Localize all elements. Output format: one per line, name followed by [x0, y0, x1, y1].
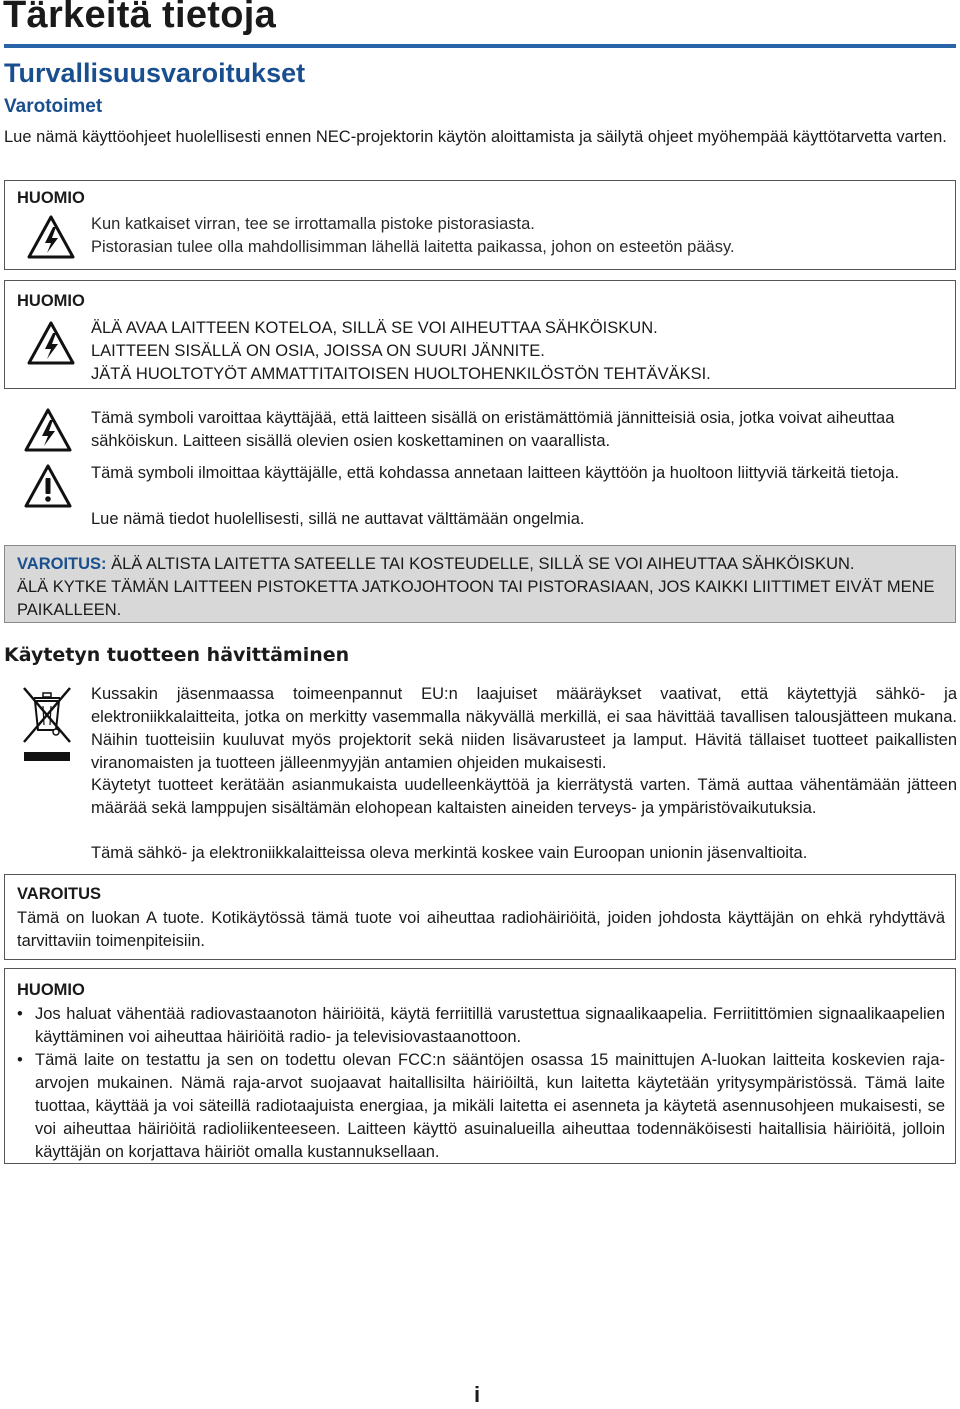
caution-line: Pistorasian tulee olla mahdollisimman lähellä laitetta paikassa, johon on esteetön pääsy. — [91, 238, 735, 256]
warning-line-1 — [17, 553, 947, 576]
caution-line: LAITTEEN SISÄLLÄ ON OSIA, JOISSA ON SUURI JÄNNITE. — [91, 342, 545, 360]
section-heading-safety: Turvallisuusvaroitukset — [4, 58, 306, 88]
disposal-paragraph-3: Tämä sähkö- ja elektroniikkalaitteissa oleva merkintä koskee vain Euroopan unionin jäsenvaltioita. — [91, 844, 808, 862]
page-title: Tärkeitä tietoja — [3, 0, 277, 36]
caution-label: HUOMIO — [17, 292, 85, 310]
warning-box — [4, 545, 956, 623]
list-item: • Tämä laite on testattu ja sen on todettu olevan FCC:n sääntöjen osassa 15 mainittujen A-luokan laitteita koskevien raja-arvojen mukainen. Nämä raja-arvot suojaavat haitallisilta häiriöiltä, kun laitetta käytetään yritysympäristössä. Tämä laite tuottaa, käyttää ja voi säteillä radiotaajuista energiaa, ja mikäli laitetta ei asenneta ja käytetä asennusohjeen mukaisesti, se voi aiheuttaa häiriöitä radioliikenteeseen. Laitteen käyttö asuinalueilla aiheuttaa todennäköisesti haitallisia häiriöitä, jolloin käyttäjän on korjattava häiriöt omalla kustannuksellaan. — [17, 1049, 945, 1164]
class-a-text: Tämä on luokan A tuote. Kotikäytössä tämä tuote voi aiheuttaa radiohäiriöitä, joiden johdosta käyttäjän on ehkä ryhdyttävä tarvittaviin toimenpiteisiin. — [17, 909, 945, 950]
list-item: • Jos haluat vähentää radiovastaanoton häiriöitä, käytä ferriitillä varustettua signaalikaapelia. Ferriitittömien signaalikaapelien käyttäminen voi aiheuttaa häiriöitä radio- ja televisiovastaanottoon. — [17, 1003, 945, 1049]
voltage-symbol-text: Tämä symboli varoittaa käyttäjää, että laitteen sisällä on eristämättömiä jännitteisiä osia, jotka voivat aiheuttaa sähköiskun. Laitteen sisällä olevien osien koskettaminen on vaarallista. — [91, 409, 895, 450]
interference-label: HUOMIO — [17, 981, 85, 999]
disposal-heading: Käytetyn tuotteen hävittäminen — [4, 644, 350, 666]
class-a-box — [4, 874, 956, 960]
page-number: i — [474, 1382, 481, 1407]
exclamation-symbol-text: Lue nämä tiedot huolellisesti, sillä ne auttavat välttämään ongelmia. — [91, 510, 585, 528]
interference-list — [17, 1003, 945, 1164]
high-voltage-triangle-icon — [27, 215, 75, 259]
crossed-out-wheelie-bin-icon — [16, 684, 76, 766]
caution-line: Kun katkaiset virran, tee se irrottamalla pistoke pistorasiasta. — [91, 215, 535, 233]
exclamation-triangle-icon — [24, 464, 72, 508]
interference-box — [4, 968, 956, 1164]
warning-text: ÄLÄ ALTISTA LAITETTA SATEELLE TAI KOSTEUDELLE, SILLÄ SE VOI AIHEUTTAA SÄHKÖISKUN. — [106, 555, 855, 573]
subheading-precautions: Varotoimet — [4, 96, 103, 117]
exclamation-symbol-text: Tämä symboli ilmoittaa käyttäjälle, että kohdassa annetaan laitteen käyttöön ja huoltoon liittyviä tärkeitä tietoja. — [91, 464, 900, 482]
warning-line-2: ÄLÄ KYTKE TÄMÄN LAITTEEN PISTOKETTA JATKOJOHTOON TAI PISTORASIAAN, JOS KAIKKI LIITTIMET EIVÄT MENE PAIKALLEEN. — [17, 578, 935, 619]
caution-line: JÄTÄ HUOLTOTYÖT AMMATTITAITOISEN HUOLTOHENKILÖSTÖN TEHTÄVÄKSI. — [91, 365, 711, 383]
caution-line: ÄLÄ AVAA LAITTEEN KOTELOA, SILLÄ SE VOI AIHEUTTAA SÄHKÖISKUN. — [91, 319, 658, 337]
title-rule — [4, 44, 956, 48]
disposal-paragraph-1: Kussakin jäsenmaassa toimeenpannut EU:n laajuiset määräykset vaativat, että käytettyjä sähkö- ja elektroniikkalaitteita, jotka on merkitty vasemmalla näkyvällä merkillä, ei saa hävittää tavallisen talousjätteen mukana. Näihin tuotteisiin kuuluvat myös projektorit sekä niiden lisävarusteet ja lamput. Hävitä tällaiset tuotteet paikallisten viranomaisten ja tuotteen jälleenmyyjän antamien ohjeiden mukaisesti. — [91, 685, 957, 772]
disposal-paragraph-2: Käytetyt tuotteet kerätään asianmukaista uudelleenkäyttöä ja kierrätystä varten. Tämä auttaa vähentämään jätteen määrää sekä lamppujen sisältämän elohopean kaltaisten aineiden terveys- ja ympäristövaikutuksia. — [91, 776, 957, 817]
caution-box-2 — [4, 280, 956, 389]
high-voltage-triangle-icon — [24, 408, 72, 452]
class-a-label: VAROITUS — [17, 885, 102, 903]
high-voltage-triangle-icon — [27, 321, 75, 365]
caution-box-1 — [4, 180, 956, 270]
intro-text: Lue nämä käyttöohjeet huolellisesti ennen NEC-projektorin käytön aloittamista ja säilytä ohjeet myöhempää käyttötarvetta varten. — [4, 128, 947, 146]
caution-label: HUOMIO — [17, 189, 85, 207]
warning-label: VAROITUS: — [17, 555, 107, 573]
